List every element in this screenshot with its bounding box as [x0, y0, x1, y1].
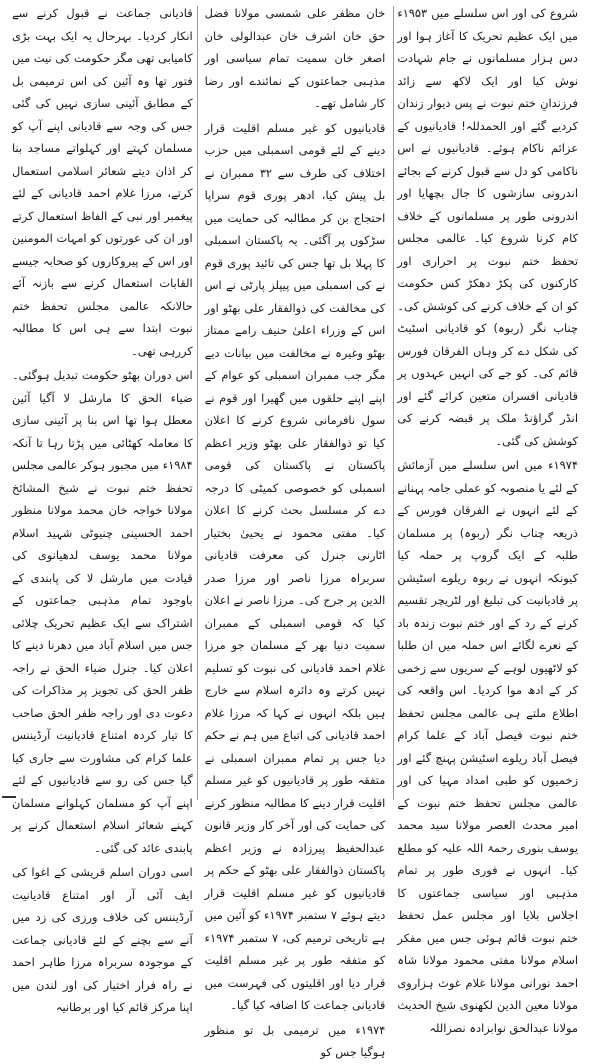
article-columns	[6, 2, 584, 1059]
paragraph: ۱۹۷۴ء میں ترمیمی بل تو منظور ہوگیا جس کو	[204, 1022, 386, 1059]
paragraph: قادیانیوں کو غیر مسلم اقلیت قرار دینے کے لئے قومی اسمبلی میں حزب اختلاف کی طرف سے ۳۲ ممبران نے بل پیش کیا، ادھر پوری قوم سراپا احتجاج بن کر مطالبہ کی حمایت میں سڑکوں پر آگئی۔ یہ پاکستان اسمبلی کا پہلا بل تھا جس کی تائید پوری قوم نے کی اسمبلی میں پیپلز پارٹی نے اس کی مخالفت کی ذوالفقار علی بھٹو اور اس کے وزراء اعلیٰ حنیف رامے ممتاز بھٹو وغیرہ نے مخالفت میں بیانات دیے مگر جب ممبران اسمبلی کو عوام کے اپنے اپنے حلقوں میں گھیرا اور قوم نے سول نافرمانی شروع کرنے کا اعلان کیا تو ذوالفقار علی بھٹو وزیر اعظم پاکستان نے پاکستان کی قومی اسمبلی کو خصوصی کمیٹی کا درجہ دے کر مسلسل بحث کرنے کا اعلان کیا۔ مفتی محمود نے یحییٰ بختیار اٹارنی جنرل کی معرفت قادیانی سربراہ مرزا ناصر اور مرزا صدر الدین پر جرح کی۔ مرزا ناصر نے اعلان کیا کہ قومی اسمبلی کے ممبران سمیت دنیا بھر کے مسلمان جو مرزا غلام احمد قادیانی کی نبوت کو تسلیم نہیں کرتے وہ دائرہ اسلام سے خارج ہیں بلکہ انہوں نے کہا کہ مرزا غلام احمد قادیانی کی اتباع میں ہم نے حکم دیا جس پر تمام ممبران اسمبلی نے متفقہ طور پر قادیانیوں کو غیر مسلم اقلیت قرار دینے کا مطالبہ منظور کرنے کی حمایت کی اور آخر کار وزیر قانون عبدالحفیظ پیرزادہ نے وزیر اعظم پاکستان ذوالفقار علی بھٹو کے حکم پر قادیانیوں کو غیر مسلم اقلیت قرار دیتے ہوئے ۷ ستمبر ۱۹۷۴ء کو آئین میں ہے تاریخی ترمیم کی، ۷ ستمبر ۱۹۷۴ء کو متفقہ طور پر غیر مسلم اقلیت قرار دیا اور اقلیتوں کی فہرست میں قادیانی جماعت کا اضافہ کیا گیا۔	[204, 120, 386, 1012]
scan-mark	[2, 790, 16, 798]
paragraph: ۱۹۷۴ء میں اس سلسلے میں آزمائش کے لئے یا منصوبہ کو عملی جامہ پہنانے کے لئے انہوں نے الفرقان فورس کے ذریعہ چناب نگر (ربوہ) پر مسلمان طلبہ کے ایک گروپ پر حملہ کیا کیونکہ انہوں نے ربوہ ریلوے اسٹیشن پر قادیانیت کی تبلیغ اور لٹریچر تقسیم کرنے کے رد کے اور ختم نبوت زندہ باد کے نعرے لگائے اس حملہ میں ان طلبا کو لاٹھیوں لوہے کے سریوں سے زخمی کر کے ادھ موا کردیا۔ اس واقعہ کی اطلاع ملتے ہی عالمی مجلس تحفظ ختم نبوت فیصل آباد کے علما کرام فیصل آباد ریلوے اسٹیشن پہنچ گئے اور زخمیوں کو طبی امداد مہیا کی اور عالمی مجلس تحفظ ختم نبوت کے امیر محدث العصر مولانا سید محمد یوسف بنوری رحمۃ اللہ علیہ کو مطلع کیا۔ انہوں نے فوری طور پر تمام مذہبی اور سیاسی جماعتوں کا اجلاس بلایا اور مجلس عمل تحفظ ختم نبوت قائم ہوئی جس میں مفکر اسلام مولانا مفتی محمود مولانا شاہ احمد نورانی مولانا غلام غوث ہزاروی مولانا معین الدین لکھنوی شیخ الحدیث مولانا عبدالحق نوابزادہ نصراللہ	[397, 458, 578, 1035]
paragraph: قادیانی جماعت نے قبول کرنے سے انکار کردیا۔ بہرحال یہ ایک بہت بڑی کامیابی تھی مگر حکومت کی نیت میں فتور تھا وہ آئین کی اس ترمیمی بل کے مطابق آئینی سازی نہیں کی گئی جس کی وجہ سے قادیانی اپنے آپ کو مسلمان کہتے اور کہلواتے مساجد بنا کر اذان دیتے شعائر اسلامی استعمال کرتے، مرزا غلام احمد قادیانی کے لئے پیغمبر اور نبی کے الفاظ استعمال کرتے اور ان کی عورتوں کو امہات المومنین اور اس کے پیروکاروں کو صحابہ جیسے القابات استعمال کرنے سے بازنہ آئے حالانکہ عالمی مجلس تحفظ ختم نبوت ابتدا سے ہی اس کا مطالبہ کررہی تھی۔	[11, 6, 193, 358]
right-column	[391, 2, 584, 1035]
paragraph: خان مظفر علی شمسی مولانا فضل حق خان اشرف خان عبدالولی خان اصغر خان سمیت تمام سیاسی اور مذہبی جماعتوں کے نمائندے اور رضا کار شامل تھے۔	[204, 6, 386, 110]
column-divider	[197, 6, 198, 800]
paragraph: شروع کی اور اس سلسلے میں ۱۹۵۳ء میں ایک عظیم تحریک کا آغاز ہوا اور دس ہزار مسلمانوں نے جام شہادت نوش کیا اور ایک لاکھ سے زائد فرزندانِ ختم نبوت نے پس دیوار زندان کردیے گئے اور الحمدللہ! قادیانیوں کے عزائم ناکام ہوئے۔ قادیانیوں نے اس ناکامی کو دل سے قبول کرنے کے بجائے اندرونی سازشوں کا جال بچھایا اور اندرونی طور پر مسلمانوں کے خلاف کام کرنا شروع کیا۔ عالمی مجلس تحفظ ختم نبوت پر احراری اور کارکنوں کی پکڑ دھکڑ کس حکومت کو ان کے خلاف کرنے کی کوشش کی۔ چناب نگر (ربوہ) کو قادیانی اسٹیٹ کی شکل دے کر وہاں الفرقان فورس قائم کی۔ کو جے کی انہیں عہدوں پر قادیانی افسران متعین کرائے گئے اور انڈر گراؤنڈ ملک پر قبضہ کرنے کی کوشش کی گئی۔	[397, 6, 578, 448]
column-divider	[393, 6, 394, 800]
middle-column	[199, 2, 392, 1059]
left-column	[6, 2, 199, 1014]
paragraph: اس دوران بھٹو حکومت تبدیل ہوگئی۔ ضیاء الحق کا مارشل لا آگیا آئین معطل ہوا تھا اس بنا پر آئینی سازی کا معاملہ کھٹائی میں پڑتا رہا تا آنکہ ۱۹۸۴ء میں مجبور ہوکر عالمی مجلس تحفظ ختم نبوت نے شیخ المشائخ مولانا خواجہ خان محمد مولانا منظور احمد الحسینی چنیوٹی شہید اسلام مولانا محمد یوسف لدھیانوی کی قیادت میں مارشل لا کی پابندی کے باوجود تمام مذہبی جماعتوں کے اشتراک سے ایک عظیم تحریک چلائی جس میں اسلام آباد میں دھرنا دینے کا اعلان کیا۔ جنرل ضیاء الحق نے راجہ ظفر الحق کی تجویز پر مذاکرات کی دعوت دی اور راجہ ظفر الحق صاحب کا تیار کردہ امتناع قادیانیت آرڈیننس علما کرام کی مشاورت سے جاری کیا گیا جس کی رو سے قادیانیوں کے لئے اپنے آپ کو مسلمان کہلوانے مسلمان کہنے شعائر اسلام استعمال کرنے پر پابندی عائد کی گئی۔	[11, 368, 193, 855]
paragraph: اسی دوران اسلم قریشی کے اغوا کی ایف آئی آر اور امتناع قادیانیت آرڈیننس کی خلاف ورزی کی زد میں آنے سے بچنے کے لئے قادیانی جماعت کے موجودہ سربراہ مرزا طاہر احمد نے راہ فرار اختیار کی اور لندن میں اپنا مرکز قائم کیا اور برطانیہ	[11, 865, 193, 1014]
